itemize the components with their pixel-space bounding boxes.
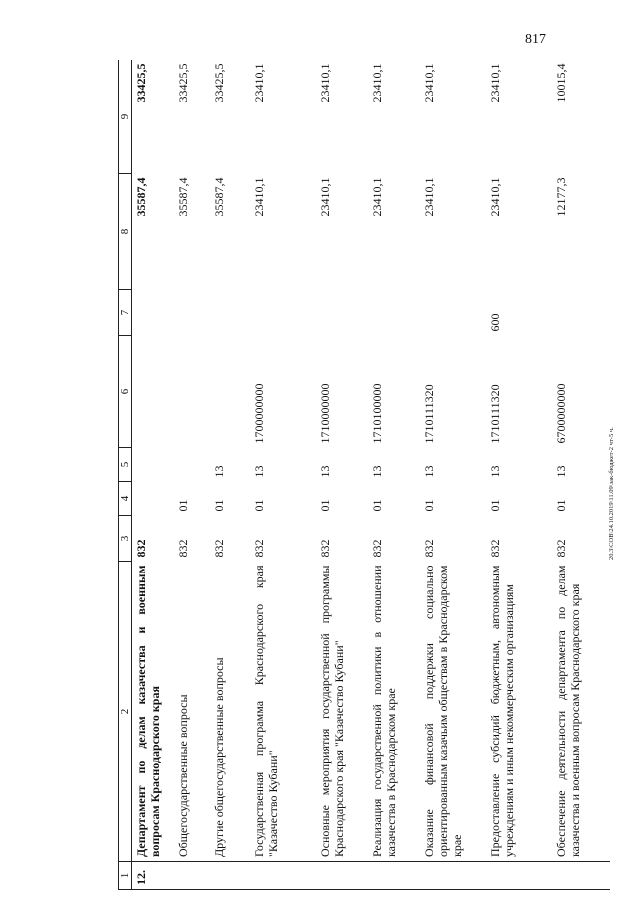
- row-number: [368, 862, 420, 890]
- row-amount-1: 35587,4: [134, 177, 148, 217]
- table-row: [316, 60, 368, 890]
- column-number-row: [119, 60, 132, 890]
- row-target-article: 1710100000: [369, 383, 384, 444]
- row-section: 01: [553, 499, 568, 512]
- row-target-article: 1710111320: [487, 384, 502, 444]
- row-amount-1: 12177,3: [553, 177, 568, 217]
- row-number: [486, 862, 552, 890]
- row-section: 01: [175, 499, 190, 512]
- row-ministry-code: 832: [251, 539, 266, 558]
- row-amount-2: 33425,5: [134, 63, 148, 103]
- header-col-6: 6: [119, 336, 132, 448]
- row-target-article: 1700000000: [251, 383, 266, 444]
- table-row: [420, 60, 486, 890]
- row-amount-1: 35587,4: [175, 177, 190, 217]
- rotated-table-wrapper: [118, 60, 610, 890]
- row-subsection: 13: [369, 465, 384, 478]
- header-col-3: 3: [119, 516, 132, 562]
- row-name: Департамент по делам казачества и военным вопросам Краснодарского края: [134, 565, 162, 857]
- table-row-department: [132, 60, 174, 890]
- row-amount-2: 23410,1: [317, 63, 332, 103]
- page-number: 817: [525, 32, 546, 47]
- row-name: Предоставление субсидий бюджетным, автономным учреждениям и иным некоммерческим организациям: [487, 565, 516, 857]
- row-section: 01: [251, 499, 266, 512]
- row-expense-type: [552, 290, 611, 336]
- header-col-8: 8: [119, 174, 132, 290]
- row-name: Обеспечение деятельности департамента по делам казачества и военным вопросам Краснодарского края: [553, 565, 582, 857]
- row-number: 12.: [132, 862, 174, 890]
- table-row: [174, 60, 210, 890]
- row-target-article: 6700000000: [553, 383, 568, 444]
- row-name: Реализация государственной политики в отношении казачества в Краснодарском крае: [369, 565, 398, 857]
- row-target-article: [132, 336, 174, 448]
- table-row: [368, 60, 420, 890]
- row-number: [250, 862, 316, 890]
- row-ministry-code: 832: [421, 539, 436, 558]
- row-ministry-code: 832: [369, 539, 384, 558]
- row-subsection: 13: [553, 465, 568, 478]
- row-number: [420, 862, 486, 890]
- row-ministry-code: 832: [553, 539, 568, 558]
- row-section: [132, 482, 174, 516]
- table-row: [552, 60, 611, 890]
- row-subsection: 13: [487, 465, 502, 478]
- header-col-2: 2: [119, 562, 132, 862]
- row-section: 01: [487, 499, 502, 512]
- row-section: 01: [369, 499, 384, 512]
- header-col-4: 4: [119, 482, 132, 516]
- row-amount-2: 23410,1: [487, 63, 502, 103]
- row-amount-1: 23410,1: [251, 177, 266, 217]
- row-ministry-code: 832: [317, 539, 332, 558]
- row-amount-2: 23410,1: [421, 63, 436, 103]
- row-ministry-code: 832: [211, 539, 226, 558]
- row-name: Оказание финансовой поддержки социально ориентированным казачьим обществам в Краснодарском крае: [421, 565, 464, 857]
- row-expense-type: [316, 290, 368, 336]
- row-subsection: 13: [421, 465, 436, 478]
- header-col-1: 1: [119, 862, 132, 890]
- row-section: 01: [211, 499, 226, 512]
- row-subsection: 13: [211, 465, 226, 478]
- row-amount-2: 23410,1: [369, 63, 384, 103]
- row-number: [210, 862, 250, 890]
- row-amount-2: 10015,4: [553, 63, 568, 103]
- header-col-5: 5: [119, 448, 132, 482]
- row-amount-2: 23410,1: [251, 63, 266, 103]
- row-target-article: 1710000000: [317, 383, 332, 444]
- row-amount-1: 23410,1: [317, 177, 332, 217]
- row-target-article: 1710111320: [421, 384, 436, 444]
- row-amount-2: 33425,5: [211, 63, 226, 103]
- row-expense-type: [132, 290, 174, 336]
- header-col-7: 7: [119, 290, 132, 336]
- table-row: [250, 60, 316, 890]
- footer-code-text: 20.3\СОВ\24.10.2019\11.09\зак-бюджет-2 чт-5 ч.: [608, 427, 615, 560]
- budget-table: [118, 60, 610, 890]
- header-col-9: 9: [119, 60, 132, 174]
- row-subsection: 13: [317, 465, 332, 478]
- row-expense-type: 600: [487, 313, 502, 332]
- row-expense-type: [250, 290, 316, 336]
- row-amount-2: 33425,5: [175, 63, 190, 103]
- row-target-article: [210, 336, 250, 448]
- row-target-article: [174, 336, 210, 448]
- row-expense-type: [368, 290, 420, 336]
- row-name: Другие общегосударственные вопросы: [211, 657, 226, 857]
- row-ministry-code: 832: [487, 539, 502, 558]
- row-section: 01: [421, 499, 436, 512]
- row-name: Государственная программа Краснодарского края "Казачество Кубани": [251, 565, 280, 857]
- row-expense-type: [420, 290, 486, 336]
- row-amount-1: 23410,1: [487, 177, 502, 217]
- row-amount-1: 23410,1: [421, 177, 436, 217]
- row-subsection: [174, 448, 210, 482]
- row-amount-1: 35587,4: [211, 177, 226, 217]
- row-section: 01: [317, 499, 332, 512]
- row-amount-1: 23410,1: [369, 177, 384, 217]
- rotated-table-area: [118, 60, 610, 890]
- table-row: [486, 60, 552, 890]
- row-name: Общегосударственные вопросы: [175, 694, 190, 857]
- row-name: Основные мероприятия государственной программы Краснодарского края "Казачество Кубани": [317, 565, 346, 857]
- row-expense-type: [210, 290, 250, 336]
- table-row: [210, 60, 250, 890]
- row-number: [316, 862, 368, 890]
- row-subsection: [132, 448, 174, 482]
- row-ministry-code: 832: [134, 539, 148, 558]
- row-number: [552, 862, 611, 890]
- row-ministry-code: 832: [175, 539, 190, 558]
- row-number: [174, 862, 210, 890]
- row-expense-type: [174, 290, 210, 336]
- row-subsection: 13: [251, 465, 266, 478]
